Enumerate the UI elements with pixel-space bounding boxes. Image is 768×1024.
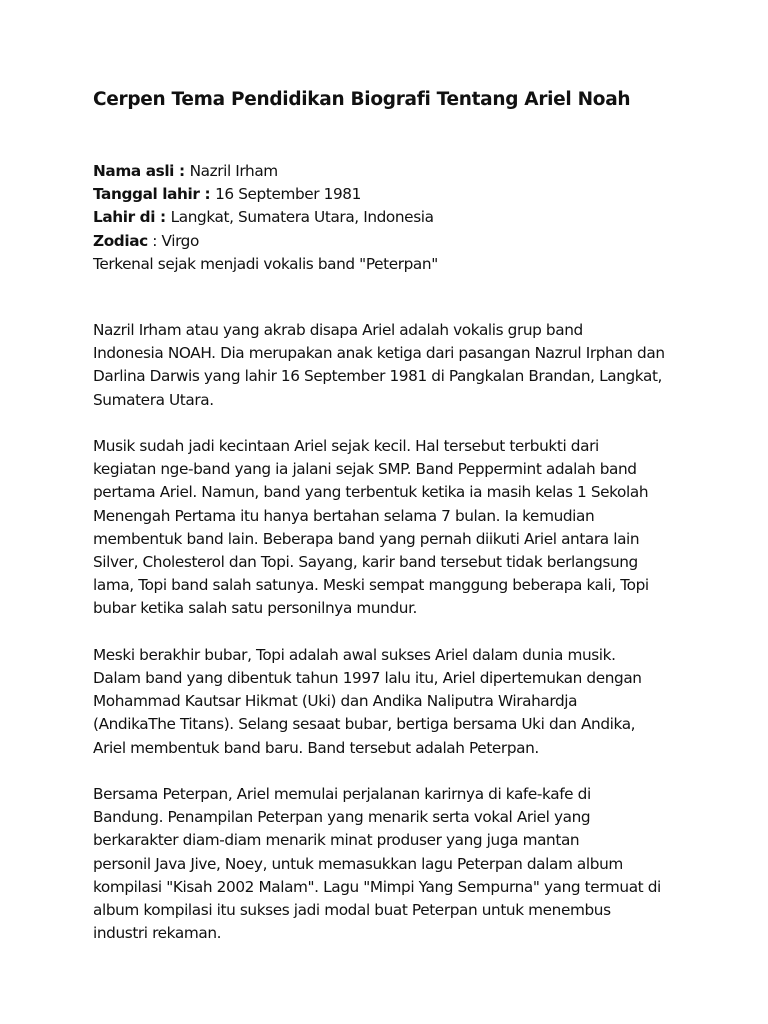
paragraph-line: Ariel membentuk band baru. Band tersebut adalah Peterpan. [93,738,539,757]
paragraph-line: Bandung. Penampilan Peterpan yang menarik serta vokal Ariel yang [93,808,591,827]
info-separator: : [155,208,171,227]
info-value: Langkat, Sumatera Utara, Indonesia [170,208,434,227]
profile-info [93,160,438,276]
paragraph-line: Darlina Darwis yang lahir 16 September 1981 di Pangkalan Brandan, Langkat, [93,367,663,386]
paragraph-line: pertama Ariel. Namun, band yang terbentuk ketika ia masih kelas 1 Sekolah [93,483,649,502]
info-separator: : [174,162,190,180]
paragraph-line: Menengah Pertama itu hanya bertahan selama 7 bulan. Ia kemudian [93,506,595,525]
info-label: Tanggal lahir [93,185,200,204]
paragraph-line: Dalam band yang dibentuk tahun 1997 lalu itu, Ariel dipertemukan dengan [93,669,642,688]
paragraph-line: Meski berakhir bubar, Topi adalah awal sukses Ariel dalam dunia musik. [93,645,616,664]
info-value: 16 September 1981 [215,185,361,204]
paragraph [93,644,665,760]
document-title: Cerpen Tema Pendidikan Biografi Tentang Ariel Noah [93,89,631,110]
paragraph-line: personil Java Jive, Noey, untuk memasukkan lagu Peterpan dalam album [93,854,623,873]
paragraph-line: Musik sudah jadi kecintaan Ariel sejak kecil. Hal tersebut terbukti dari [93,437,599,455]
info-label: Lahir di [93,208,156,227]
paragraph-line: Nazril Irham atau yang akrab disapa Ariel adalah vokalis grup band [93,321,583,339]
info-value: Virgo [161,231,199,250]
info-row-birthplace [93,206,438,229]
info-row-name [93,160,438,183]
info-note: Terkenal sejak menjadi vokalis band "Peterpan" [93,254,438,273]
paragraph [93,435,665,621]
paragraph-line: Bersama Peterpan, Ariel memulai perjalanan karirnya di kafe-kafe di [93,785,591,804]
document-body [93,319,665,969]
paragraph-line: Mohammad Kautsar Hikmat (Uki) dan Andika Naliputra Wirahardja [93,692,578,711]
paragraph-line: berkarakter diam-diam menarik minat produser yang juga mantan [93,831,580,850]
info-value: Nazril Irham [189,162,278,180]
paragraph-line: membentuk band lain. Beberapa band yang pernah diikuti Ariel antara lain [93,529,640,548]
info-label: Zodiac [93,231,148,250]
info-separator: : [147,231,162,250]
paragraph [93,783,665,945]
info-label: Nama asli [93,162,175,180]
paragraph-line: lama, Topi band salah satunya. Meski sempat manggung beberapa kali, Topi [93,576,649,595]
paragraph-line: album kompilasi itu sukses jadi modal buat Peterpan untuk menembus [93,901,611,920]
paragraph-line: Sumatera Utara. [93,390,214,409]
info-row-zodiac [93,230,438,253]
info-separator: : [199,185,216,204]
paragraph [93,319,665,412]
paragraph-line: (AndikaThe Titans). Selang sesaat bubar, bertiga bersama Uki dan Andika, [93,715,636,734]
paragraph-line: kompilasi "Kisah 2002 Malam". Lagu "Mimpi Yang Sempurna" yang termuat di [93,877,661,896]
info-row-birthdate [93,183,438,206]
paragraph-line: bubar ketika salah satu personilnya mundur. [93,599,418,618]
paragraph-line: kegiatan nge-band yang ia jalani sejak SMP. Band Peppermint adalah band [93,460,637,479]
paragraph-line: Silver, Cholesterol dan Topi. Sayang, karir band tersebut tidak berlangsung [93,553,638,572]
paragraph-line: industri rekaman. [93,924,222,943]
paragraph-line: Indonesia NOAH. Dia merupakan anak ketiga dari pasangan Nazrul Irphan dan [93,344,665,363]
